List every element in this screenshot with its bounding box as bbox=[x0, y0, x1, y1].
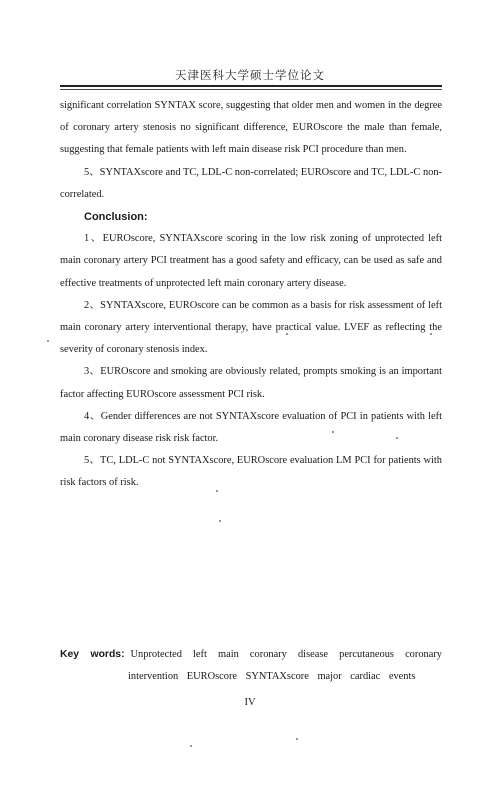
conclusion-item-1: 1、EUROscore, SYNTAXscore scoring in the low risk zoning of unprotected left main coronary artery PCI treatment has a good safety and efficacy, can be used as safe and effective treatments of unprotected left main coronary artery disease. bbox=[60, 233, 442, 289]
keywords-line-1 bbox=[60, 644, 442, 666]
scan-speck bbox=[47, 340, 49, 342]
header-rule-thin bbox=[60, 89, 442, 90]
conclusion-item-2: 2、SYNTAXscore, EUROscore can be common as a basis for risk assessment of left main coronary artery interventional therapy, have practical value. LVEF as reflecting the severity of coronary stenosis index. bbox=[60, 299, 442, 356]
abstract-body bbox=[60, 95, 442, 495]
result-point-5: 5、SYNTAXscore and TC, LDL-C non-correlated; EUROscore and TC, LDL-C non-correlated. bbox=[60, 166, 442, 200]
keywords-line-2: intervention EUROscore SYNTAXscore major cardiac events bbox=[128, 671, 416, 682]
scan-speck bbox=[219, 520, 221, 522]
keywords-block bbox=[60, 644, 442, 688]
scan-speck bbox=[430, 333, 432, 335]
scan-speck bbox=[286, 333, 288, 335]
page-number: IV bbox=[244, 697, 256, 708]
scan-speck bbox=[296, 738, 298, 740]
running-header: 天津医科大学硕士学位论文 bbox=[175, 68, 325, 82]
header-rule-thick bbox=[60, 85, 442, 87]
scan-speck bbox=[332, 431, 334, 433]
keywords-text-1: Unprotected left main coronary disease percutaneous coronary bbox=[130, 649, 442, 660]
scan-speck bbox=[190, 745, 192, 747]
conclusion-item-5: 5、TC, LDL-C not SYNTAXscore, EUROscore evaluation LM PCI for patients with risk factors of risk. bbox=[60, 455, 442, 489]
scan-speck bbox=[216, 490, 218, 492]
continuation-paragraph: significant correlation SYNTAX score, suggesting that older men and women in the degree of coronary artery stenosis no significant difference, EUROscore the male than female, suggesting that female patients with left main disease risk PCI procedure than men. bbox=[60, 100, 442, 156]
conclusion-item-3: 3、EUROscore and smoking are obviously related, prompts smoking is an important factor affecting EUROscore assessment PCI risk. bbox=[60, 366, 442, 400]
keywords-label: Key words: bbox=[60, 649, 125, 660]
conclusion-item-4: 4、Gender differences are not SYNTAXscore evaluation of PCI in patients with left main coronary disease risk risk factor. bbox=[60, 410, 442, 445]
scan-speck bbox=[396, 437, 398, 439]
conclusion-heading: Conclusion: bbox=[84, 211, 148, 224]
